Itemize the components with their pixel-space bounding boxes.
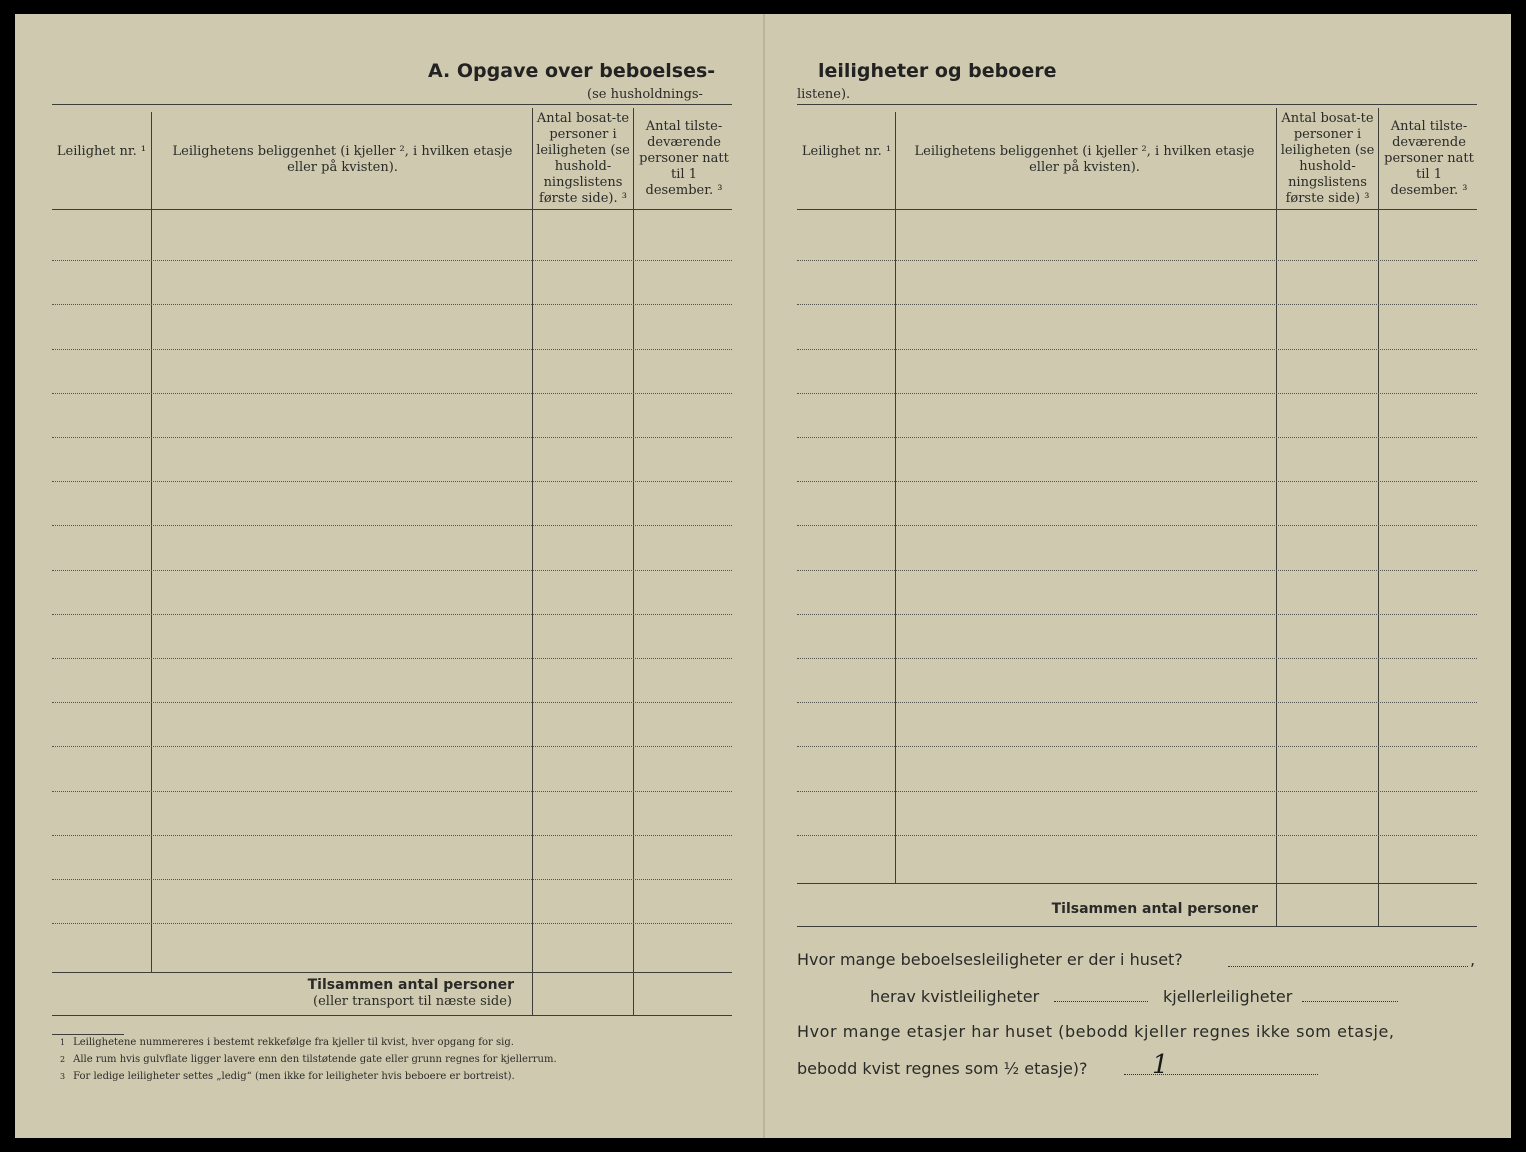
right-table-bottom [797, 926, 1477, 927]
left-header-present-count: Antal tilste-deværende personer natt til 1 desember. ³ [639, 119, 729, 198]
table-row-line [52, 923, 732, 924]
table-row-line [52, 525, 732, 526]
table-row-line [797, 791, 1477, 792]
left-header-resident-count: Antal bosat-te personer i leiligheten (se hushold-ningslistens første side). ³ [536, 111, 630, 206]
table-row-line [52, 614, 732, 615]
left-subtitle: (se husholdnings- [587, 87, 703, 102]
left-title: A. Opgave over beboelses- [428, 60, 716, 82]
table-row-line [797, 835, 1477, 836]
right-col-divider-1 [895, 112, 896, 883]
footnote-3: 3 For ledige leiligheter settes „ledig“ (men ikke for leiligheter hvis beboere er bortreist). [60, 1071, 515, 1082]
right-col-divider-3 [1378, 108, 1379, 926]
center-fold [763, 14, 765, 1138]
question-floor-count-line1: Hvor mange etasjer har huset (bebodd kjeller regnes ikke som etasje, [797, 1022, 1395, 1041]
left-total-label: Tilsammen antal personer [307, 977, 514, 993]
table-row-line [797, 570, 1477, 571]
question-floor-count-line2: bebodd kvist regnes som ½ etasje)? [797, 1059, 1088, 1078]
right-title: leiligheter og beboere [818, 60, 1057, 82]
table-row-line [797, 304, 1477, 305]
table-row-line [52, 304, 732, 305]
table-row-line [52, 835, 732, 836]
right-header-apartment-no: Leilighet nr. ¹ [801, 144, 892, 159]
table-row-line [797, 393, 1477, 394]
table-row-line [797, 481, 1477, 482]
right-header-resident-count: Antal bosat-te personer i leiligheten (se hushold-ningslistens første side) ³ [1280, 111, 1375, 206]
right-body-bottom [797, 883, 1477, 884]
right-table-top [797, 104, 1477, 105]
answer-line-basement-apartments[interactable] [1302, 1001, 1398, 1002]
right-col-divider-2 [1276, 108, 1277, 926]
table-row-line [52, 791, 732, 792]
table-row-line [797, 437, 1477, 438]
left-table-bottom [52, 1015, 732, 1016]
footnote-2: 2 Alle rum hvis gulvflate ligger lavere enn den tilstøtende gate eller grunn regnes for kjellerrum. [60, 1054, 557, 1065]
table-row-line [52, 570, 732, 571]
table-row-line [52, 481, 732, 482]
left-table-top [52, 104, 732, 105]
right-subtitle: listene). [797, 87, 851, 102]
table-row-line [52, 658, 732, 659]
left-header-bottom [52, 209, 732, 210]
table-row-line [797, 525, 1477, 526]
left-col-divider-1 [151, 112, 152, 972]
table-row-line [797, 658, 1477, 659]
right-total-label: Tilsammen antal personer [1051, 901, 1258, 917]
table-row-line [797, 702, 1477, 703]
table-row-line [52, 746, 732, 747]
question-attic-apartments: herav kvistleiligheter [870, 987, 1040, 1006]
table-row-line [52, 702, 732, 703]
table-row-line [52, 260, 732, 261]
question-apartment-count: Hvor mange beboelsesleiligheter er der i huset? [797, 950, 1183, 969]
table-row-line [52, 879, 732, 880]
left-body-bottom [52, 972, 732, 973]
table-row-line [52, 437, 732, 438]
footnote-rule [52, 1034, 124, 1035]
footnote-1: 1 Leilighetene nummereres i bestemt rekkefølge fra kjeller til kvist, hver opgang for sig. [60, 1037, 514, 1048]
question-apartment-count-end: , [1470, 950, 1476, 969]
handwritten-floor-count: 1 [1152, 1050, 1169, 1080]
right-header-present-count: Antal tilste-deværende personer natt til 1 desember. ³ [1384, 119, 1474, 198]
left-total-sub: (eller transport til næste side) [313, 994, 512, 1009]
question-basement-apartments: kjellerleiligheter [1163, 987, 1293, 1006]
table-row-line [797, 260, 1477, 261]
table-row-line [52, 393, 732, 394]
table-row-line [797, 349, 1477, 350]
table-row-line [52, 349, 732, 350]
left-header-apartment-no: Leilighet nr. ¹ [56, 144, 147, 159]
right-header-bottom [797, 209, 1477, 210]
right-header-location: Leilighetens beliggenhet (i kjeller ², i hvilken etasje eller på kvisten). [914, 144, 1255, 175]
table-row-line [797, 614, 1477, 615]
answer-line-apartment-count[interactable] [1228, 966, 1468, 967]
table-row-line [797, 746, 1477, 747]
left-header-location: Leilighetens beliggenhet (i kjeller ², i hvilken etasje eller på kvisten). [172, 144, 513, 175]
answer-line-attic-apartments[interactable] [1054, 1001, 1148, 1002]
